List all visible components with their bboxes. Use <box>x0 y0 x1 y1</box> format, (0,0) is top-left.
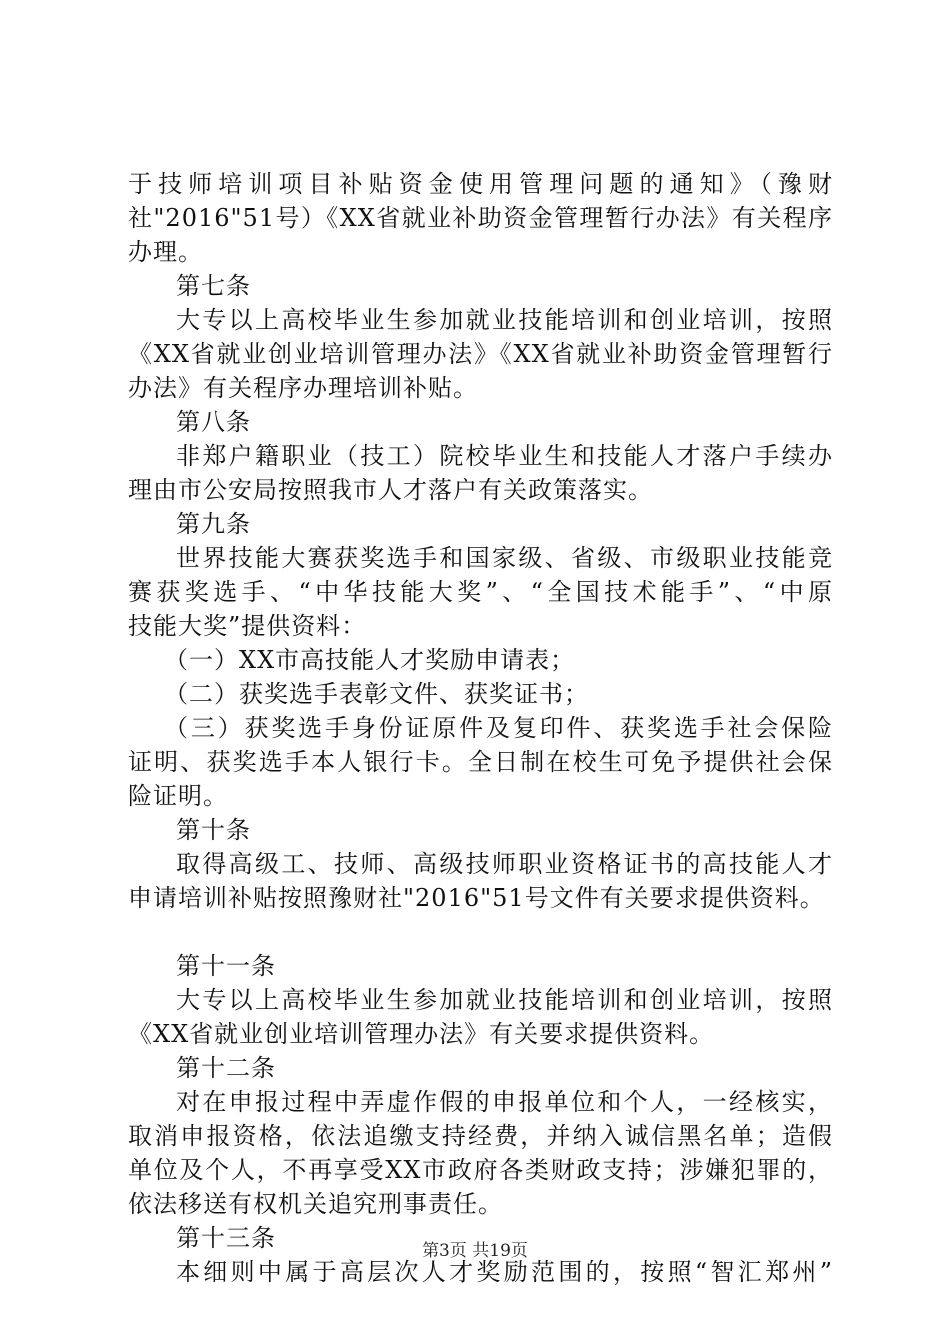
list-item: （二）获奖选手表彰文件、获奖证书； <box>164 680 589 708</box>
text-line: 《XX省就业创业培训管理办法》有关要求提供资料。 <box>128 1020 715 1048</box>
text-line: 证明、获奖选手本人银行卡。全日制在校生可免予提供社会保 <box>128 748 833 776</box>
list-item: （三）获奖选手身份证原件及复印件、获奖选手社会保险 <box>164 714 833 742</box>
document-body <box>128 167 833 1289</box>
text-line: 险证明。 <box>128 782 228 810</box>
article-heading-11: 第十一条 <box>176 952 276 980</box>
text-line: 单位及个人，不再享受XX市政府各类财政支持；涉嫌犯罪的， <box>128 1156 833 1184</box>
text-line: 办理。 <box>128 238 203 266</box>
text-line: 世界技能大赛获奖选手和国家级、省级、市级职业技能竞 <box>176 544 833 572</box>
text-line: 取得高级工、技师、高级技师职业资格证书的高技能人才 <box>176 850 833 878</box>
text-line: 对在申报过程中弄虚作假的申报单位和个人，一经核实， <box>176 1088 833 1116</box>
article-heading-9: 第九条 <box>176 510 251 538</box>
text-line: 理由市公安局按照我市人才落户有关政策落实。 <box>128 476 653 504</box>
article-heading-10: 第十条 <box>176 816 251 844</box>
text-line: 本细则中属于高层次人才奖励范围的，按照“智汇郑州” <box>176 1258 833 1286</box>
blank-line <box>128 915 833 949</box>
text-line: 办法》有关程序办理培训补贴。 <box>128 374 478 402</box>
article-heading-7: 第七条 <box>176 272 251 300</box>
text-line: 大专以上高校毕业生参加就业技能培训和创业培训，按照 <box>176 306 833 334</box>
text-line: 技能大奖”提供资料： <box>128 612 367 640</box>
page-number-footer: 第3页 共19页 <box>422 1241 528 1261</box>
text-line: 大专以上高校毕业生参加就业技能培训和创业培训，按照 <box>176 986 833 1014</box>
article-heading-8: 第八条 <box>176 408 251 436</box>
text-line: 依法移送有权机关追究刑事责任。 <box>128 1190 503 1218</box>
text-line: 于技师培训项目补贴资金使用管理问题的通知》（豫财 <box>128 170 833 198</box>
article-heading-13: 第十三条 <box>176 1224 276 1252</box>
article-heading-12: 第十二条 <box>176 1054 276 1082</box>
text-line: 赛获奖选手、“中华技能大奖”、“全国技术能手”、“中原 <box>128 578 833 606</box>
text-line: 《XX省就业创业培训管理办法》《XX省就业补助资金管理暂行 <box>128 340 833 368</box>
text-line: 申请培训补贴按照豫财社"2016"51号文件有关要求提供资料。 <box>128 884 825 912</box>
text-line: 非郑户籍职业（技工）院校毕业生和技能人才落户手续办 <box>176 442 833 470</box>
text-line: 取消申报资格，依法追缴支持经费，并纳入诚信黑名单；造假 <box>128 1122 833 1150</box>
text-line: 社"2016"51号）《XX省就业补助资金管理暂行办法》有关程序 <box>128 204 833 232</box>
list-item: （一）XX市高技能人才奖励申请表； <box>164 646 576 674</box>
